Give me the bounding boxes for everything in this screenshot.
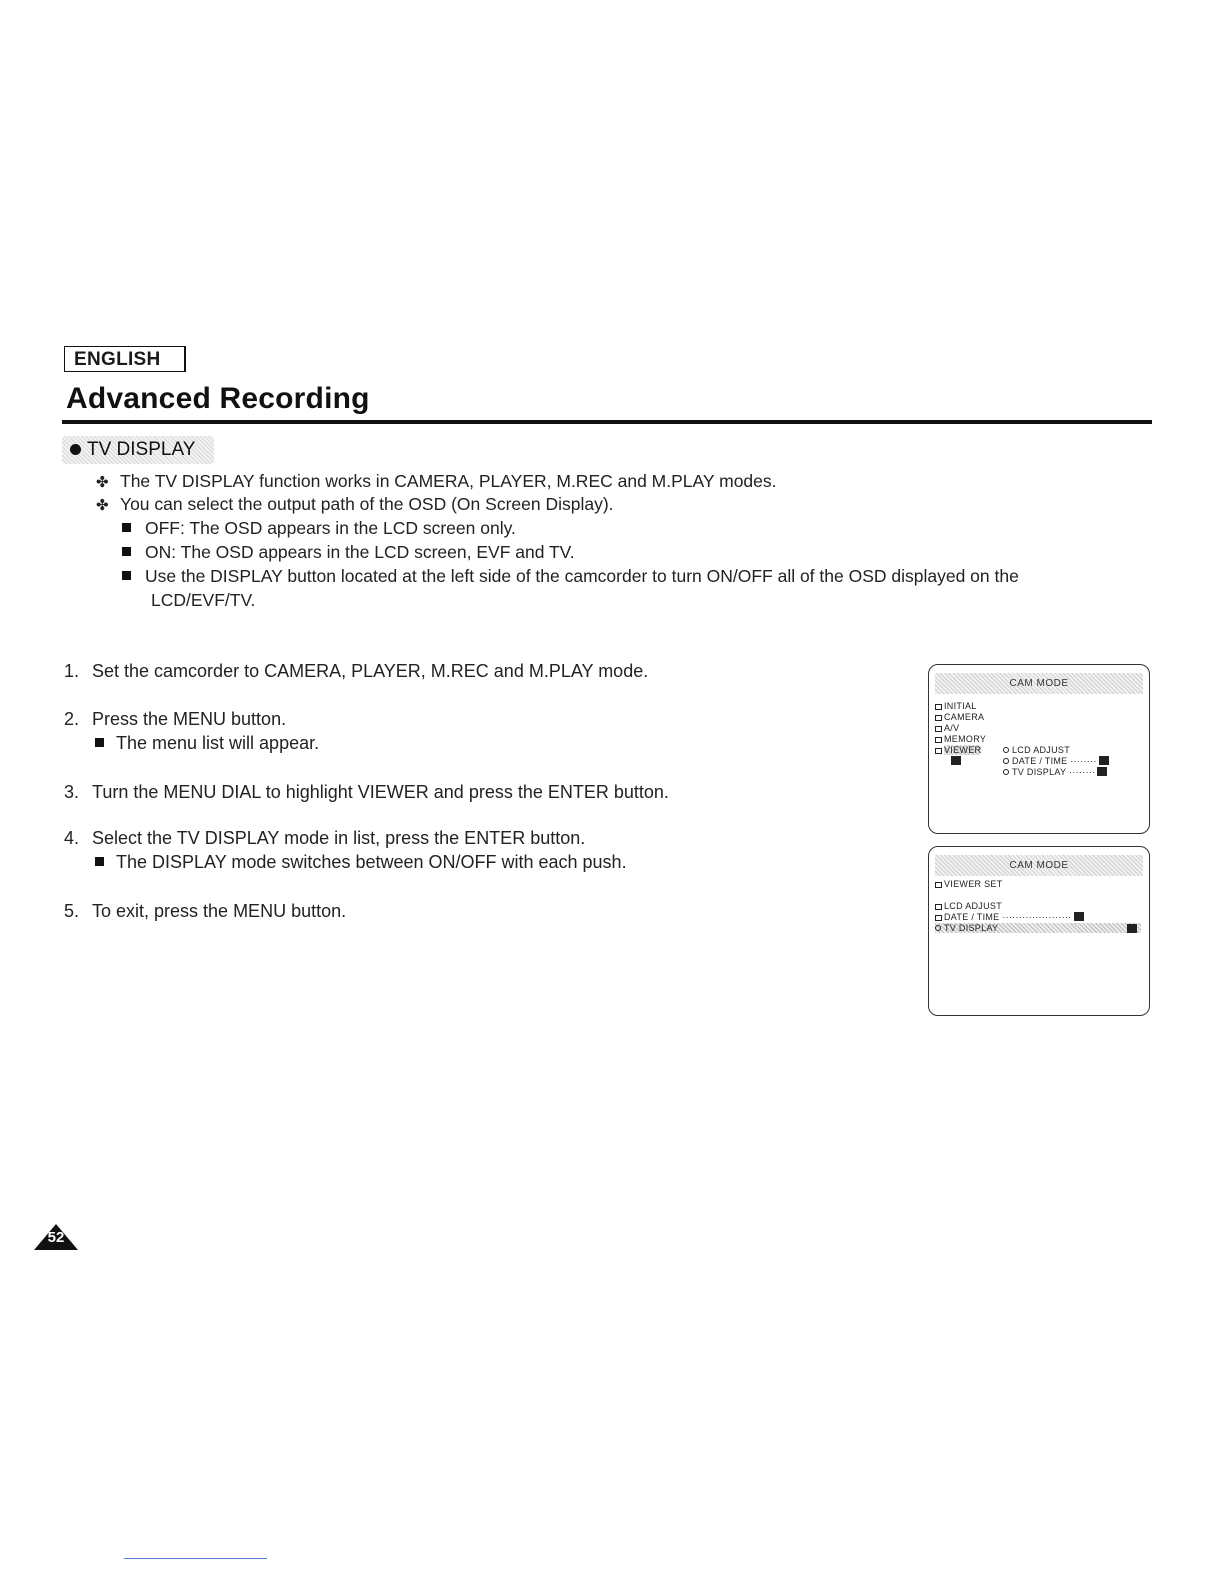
folder-icon [935, 726, 942, 732]
setting-value-icon [1099, 756, 1109, 765]
intro-item: ✤ The TV DISPLAY function works in CAMERA, PLAYER, M.REC and M.PLAY modes. [96, 470, 777, 494]
folder-icon [935, 904, 942, 910]
menu-header: CAM MODE [935, 855, 1143, 876]
step-item: 4. Select the TV DISPLAY mode in list, press the ENTER button. [64, 828, 586, 848]
square-bullet-icon [122, 571, 131, 580]
step-item: 5. To exit, press the MENU button. [64, 901, 347, 921]
submenu-item: LCD ADJUST [1003, 745, 1070, 755]
option-item-continued: LCD/EVF/TV. [151, 590, 256, 610]
folder-icon [935, 715, 942, 721]
option-item: ON: The OSD appears in the LCD screen, EVF and TV. [122, 541, 575, 563]
star-bullet-icon: ✤ [96, 497, 109, 514]
menu-screen-viewer [928, 846, 1150, 1016]
menu-item-selected: TV DISPLAY [935, 923, 1141, 933]
page-title: Advanced Recording [66, 382, 370, 415]
setting-value-icon [1127, 924, 1137, 933]
section-title: TV DISPLAY [87, 439, 196, 460]
viewer-icon [949, 756, 961, 766]
option-item: Use the DISPLAY button located at the left side of the camcorder to turn ON/OFF all of the OSD displayed on the [122, 565, 1019, 587]
square-bullet-icon [95, 738, 104, 747]
menu-item: INITIAL [935, 701, 977, 711]
circle-icon [1003, 769, 1009, 775]
submenu-item: TV DISPLAY ········ [1003, 767, 1107, 777]
step-subitem: The menu list will appear. [95, 732, 319, 754]
footer-divider [124, 1558, 267, 1559]
menu-title: VIEWER SET [935, 879, 1003, 889]
menu-item: A/V [935, 723, 959, 733]
step-item: 3. Turn the MENU DIAL to highlight VIEWER and press the ENTER button. [64, 782, 669, 802]
language-label: ENGLISH [64, 346, 186, 372]
menu-item: DATE / TIME ····················· [935, 912, 1084, 922]
intro-item: ✤ You can select the output path of the OSD (On Screen Display). [96, 493, 614, 517]
step-item: 2. Press the MENU button. [64, 709, 287, 729]
step-subitem: The DISPLAY mode switches between ON/OFF with each push. [95, 851, 627, 873]
folder-icon [935, 882, 942, 888]
setting-value-icon [1097, 767, 1107, 776]
submenu-item: DATE / TIME ········ [1003, 756, 1109, 766]
title-divider [62, 420, 1152, 424]
folder-icon [935, 915, 942, 921]
square-bullet-icon [122, 523, 131, 532]
circle-icon [1003, 758, 1009, 764]
star-bullet-icon: ✤ [96, 474, 109, 491]
bullet-dot-icon [70, 444, 81, 455]
folder-icon [935, 704, 942, 710]
menu-screen-main [928, 664, 1150, 834]
circle-icon [1003, 747, 1009, 753]
square-bullet-icon [122, 547, 131, 556]
menu-item: CAMERA [935, 712, 984, 722]
menu-item: LCD ADJUST [935, 901, 1002, 911]
step-item: 1. Set the camcorder to CAMERA, PLAYER, M.REC and M.PLAY mode. [64, 661, 649, 681]
menu-item-selected: VIEWER [935, 745, 981, 755]
page-number: 52 [47, 1229, 65, 1246]
menu-item: MEMORY [935, 734, 986, 744]
setting-value-icon [1074, 912, 1084, 921]
square-bullet-icon [95, 857, 104, 866]
folder-icon [935, 748, 942, 754]
circle-icon [935, 925, 941, 931]
option-item: OFF: The OSD appears in the LCD screen only. [122, 517, 516, 539]
menu-header: CAM MODE [935, 673, 1143, 694]
folder-icon [935, 737, 942, 743]
section-heading [62, 436, 214, 464]
